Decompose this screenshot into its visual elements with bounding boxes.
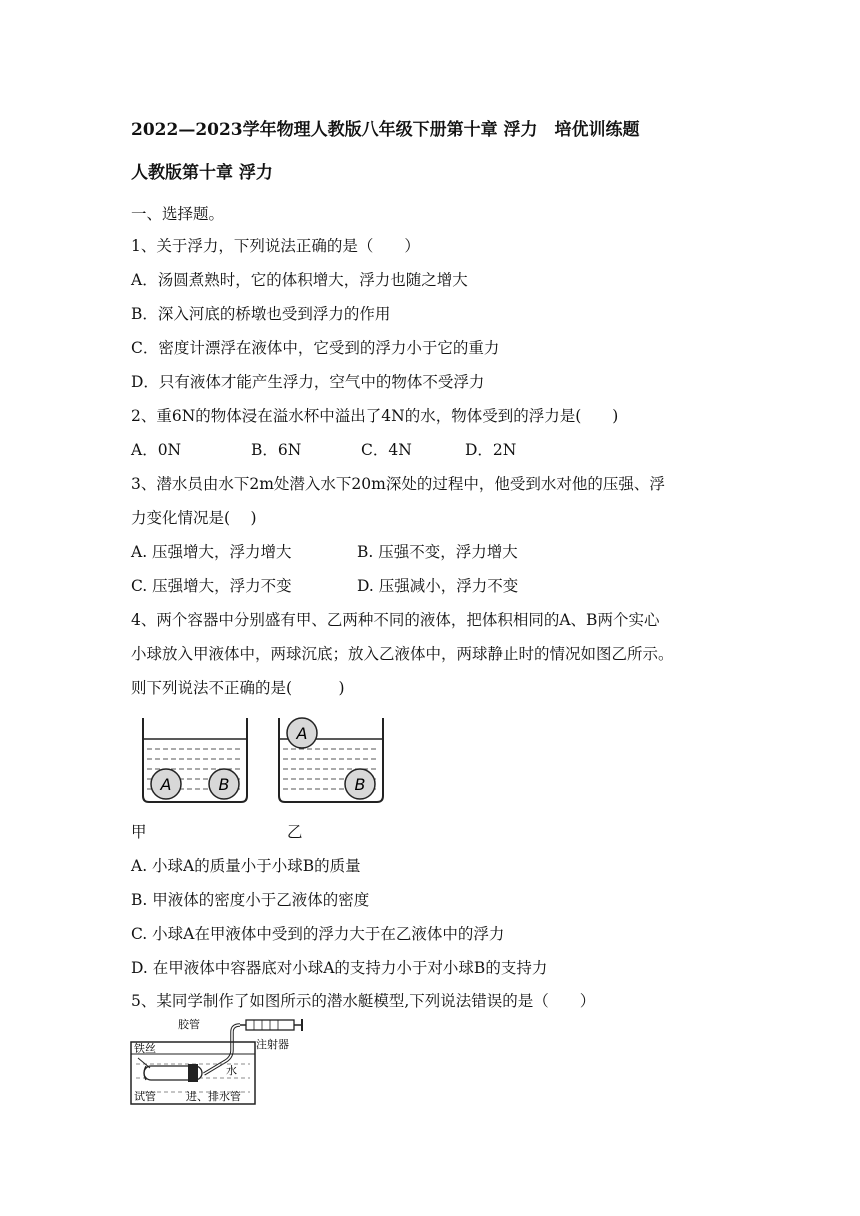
label-test-tube: 试管 bbox=[134, 1090, 156, 1103]
question-4-option-d: D. 在甲液体中容器底对小球A的支持力小于对小球B的支持力 bbox=[131, 959, 548, 977]
section-heading: 一、选择题。 bbox=[131, 205, 225, 223]
iron-wire bbox=[138, 1058, 150, 1068]
label-drain-pipe: 进、排水管 bbox=[186, 1090, 241, 1103]
label-iron-wire: 铁丝 bbox=[134, 1042, 156, 1055]
question-2-stem: 2、重6N的物体浸在溢水杯中溢出了4N的水，物体受到的浮力是( ) bbox=[131, 407, 619, 425]
ball-a-label-yi: A bbox=[296, 724, 308, 743]
question-3-options-row-1 bbox=[131, 542, 518, 562]
question-4-stem-line-3: 则下列说法不正确的是( ) bbox=[131, 679, 345, 697]
question-3-option-b: B. 压强不变，浮力增大 bbox=[357, 543, 518, 561]
question-2-option-b: B．6N bbox=[251, 441, 302, 459]
question-3-option-a: A. 压强增大，浮力增大 bbox=[131, 543, 292, 561]
label-water: 水 bbox=[226, 1064, 237, 1077]
question-3-stem-line-1: 3、潜水员由水下2m处潜入水下20m深处的过程中，他受到水对他的压强、浮 bbox=[131, 475, 665, 493]
question-5-figure bbox=[128, 1016, 308, 1108]
question-1-option-d: D．只有液体才能产生浮力，空气中的物体不受浮力 bbox=[131, 373, 485, 391]
question-3-stem-line-2: 力变化情况是( ) bbox=[131, 509, 257, 527]
question-1-stem: 1、关于浮力，下列说法正确的是（ ） bbox=[131, 237, 420, 255]
question-2-option-c: C．4N bbox=[361, 441, 412, 459]
label-rubber-tube: 胶管 bbox=[178, 1018, 200, 1031]
container-jia bbox=[143, 718, 247, 802]
ball-b-label-jia: B bbox=[218, 775, 230, 794]
question-5-stem: 5、某同学制作了如图所示的潜水艇模型,下列说法错误的是（ ） bbox=[131, 992, 596, 1010]
figure-label-yi: 乙 bbox=[287, 823, 303, 841]
question-4-figure bbox=[138, 712, 394, 808]
container-yi bbox=[279, 718, 383, 802]
question-4-option-c: C. 小球A在甲液体中受到的浮力大于在乙液体中的浮力 bbox=[131, 925, 505, 943]
question-4-option-b: B. 甲液体的密度小于乙液体的密度 bbox=[131, 891, 370, 909]
question-3-option-d: D. 压强减小，浮力不变 bbox=[357, 577, 519, 595]
question-4-stem-line-1: 4、两个容器中分别盛有甲、乙两种不同的液体，把体积相同的A、B两个实心 bbox=[131, 611, 660, 629]
question-2-option-d: D．2N bbox=[465, 441, 517, 459]
ball-b-label-yi: B bbox=[354, 775, 366, 794]
question-2-option-a: A．0N bbox=[131, 441, 182, 459]
stopper bbox=[188, 1064, 198, 1082]
question-3-option-c: C. 压强增大，浮力不变 bbox=[131, 577, 292, 595]
question-4-stem-line-2: 小球放入甲液体中，两球沉底；放入乙液体中，两球静止时的情况如图乙所示。 bbox=[131, 645, 674, 663]
figure-label-jia: 甲 bbox=[131, 823, 147, 841]
question-1-option-b: B．深入河底的桥墩也受到浮力的作用 bbox=[131, 305, 391, 323]
label-syringe: 注射器 bbox=[256, 1038, 289, 1051]
question-4-option-a: A. 小球A的质量小于小球B的质量 bbox=[131, 857, 361, 875]
page-title: 2022—2023学年物理人教版八年级下册第十章 浮力 培优训练题 bbox=[131, 120, 640, 140]
ball-a-label-jia: A bbox=[160, 775, 172, 794]
question-2-options bbox=[131, 440, 516, 460]
syringe bbox=[240, 1019, 302, 1031]
question-1-option-a: A．汤圆煮熟时，它的体积增大，浮力也随之增大 bbox=[131, 271, 468, 289]
question-3-options-row-2 bbox=[131, 576, 518, 596]
page-subtitle: 人教版第十章 浮力 bbox=[131, 163, 273, 183]
question-1-option-c: C．密度计漂浮在液体中，它受到的浮力小于它的重力 bbox=[131, 339, 500, 357]
